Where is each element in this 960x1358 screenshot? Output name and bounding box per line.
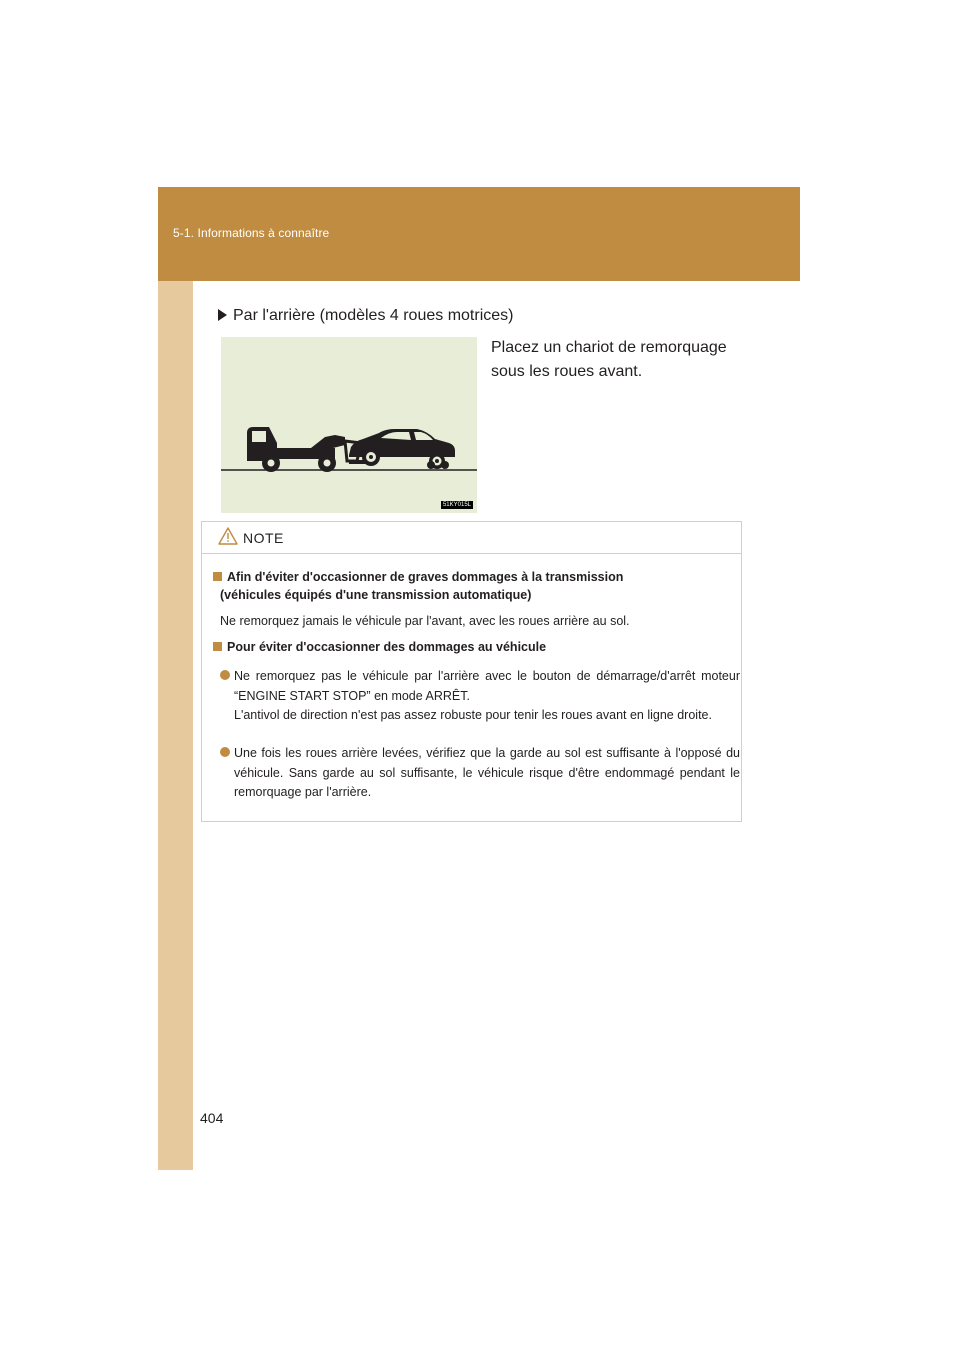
tow-truck-illustration: [221, 337, 477, 513]
bullet-line1: Ne remorquez pas le véhicule par l'arrière avec le bouton de démarrage/d'arrêt moteur “ENGINE START STOP” en mode ARRÊT.: [234, 669, 740, 703]
circle-bullet-icon: [220, 747, 230, 757]
illustration-code: 51KY015L: [442, 502, 471, 508]
note-header: [202, 522, 741, 554]
subheading-text: Par l'arrière (modèles 4 roues motrices): [233, 307, 514, 324]
heading-text: Pour éviter d'occasionner des dommages au véhicule: [227, 640, 547, 654]
description-text: Placez un chariot de remorquage sous les roues avant.: [491, 339, 727, 380]
note-box: [201, 521, 742, 822]
warning-triangle-icon: [218, 527, 238, 550]
note-section-heading: [213, 638, 546, 656]
tow-truck-drawing: [221, 337, 477, 513]
subheading: [218, 307, 513, 325]
circle-bullet-icon: [220, 670, 230, 680]
section-header: 5-1. Informations à connaître: [173, 226, 330, 240]
triangle-bullet-icon: [218, 309, 227, 321]
square-bullet-icon: [213, 642, 222, 651]
heading-line2: (véhicules équipés d'une transmission automatique): [220, 588, 532, 602]
note-bullet: [220, 744, 740, 803]
page-number: 404: [200, 1110, 224, 1126]
heading-line1: Afin d'éviter d'occasionner de graves dommages à la transmission: [227, 570, 624, 584]
note-title: NOTE: [243, 530, 284, 546]
note-section-heading: [213, 568, 623, 604]
note-bullet: [220, 667, 740, 726]
bullet-line2: L'antivol de direction n'est pas assez robuste pour tenir les roues avant en ligne droite.: [234, 708, 712, 722]
side-strip: [158, 187, 193, 1170]
square-bullet-icon: [213, 572, 222, 581]
note-section-text: Ne remorquez jamais le véhicule par l'avant, avec les roues arrière au sol.: [220, 614, 630, 628]
bullet-line1: Une fois les roues arrière levées, vérifiez que la garde au sol est suffisante à l'opposé du véhicule. Sans garde au sol suffisante, le véhicule risque d'être endommagé pendant le remorquage par l'arrière.: [234, 746, 740, 799]
